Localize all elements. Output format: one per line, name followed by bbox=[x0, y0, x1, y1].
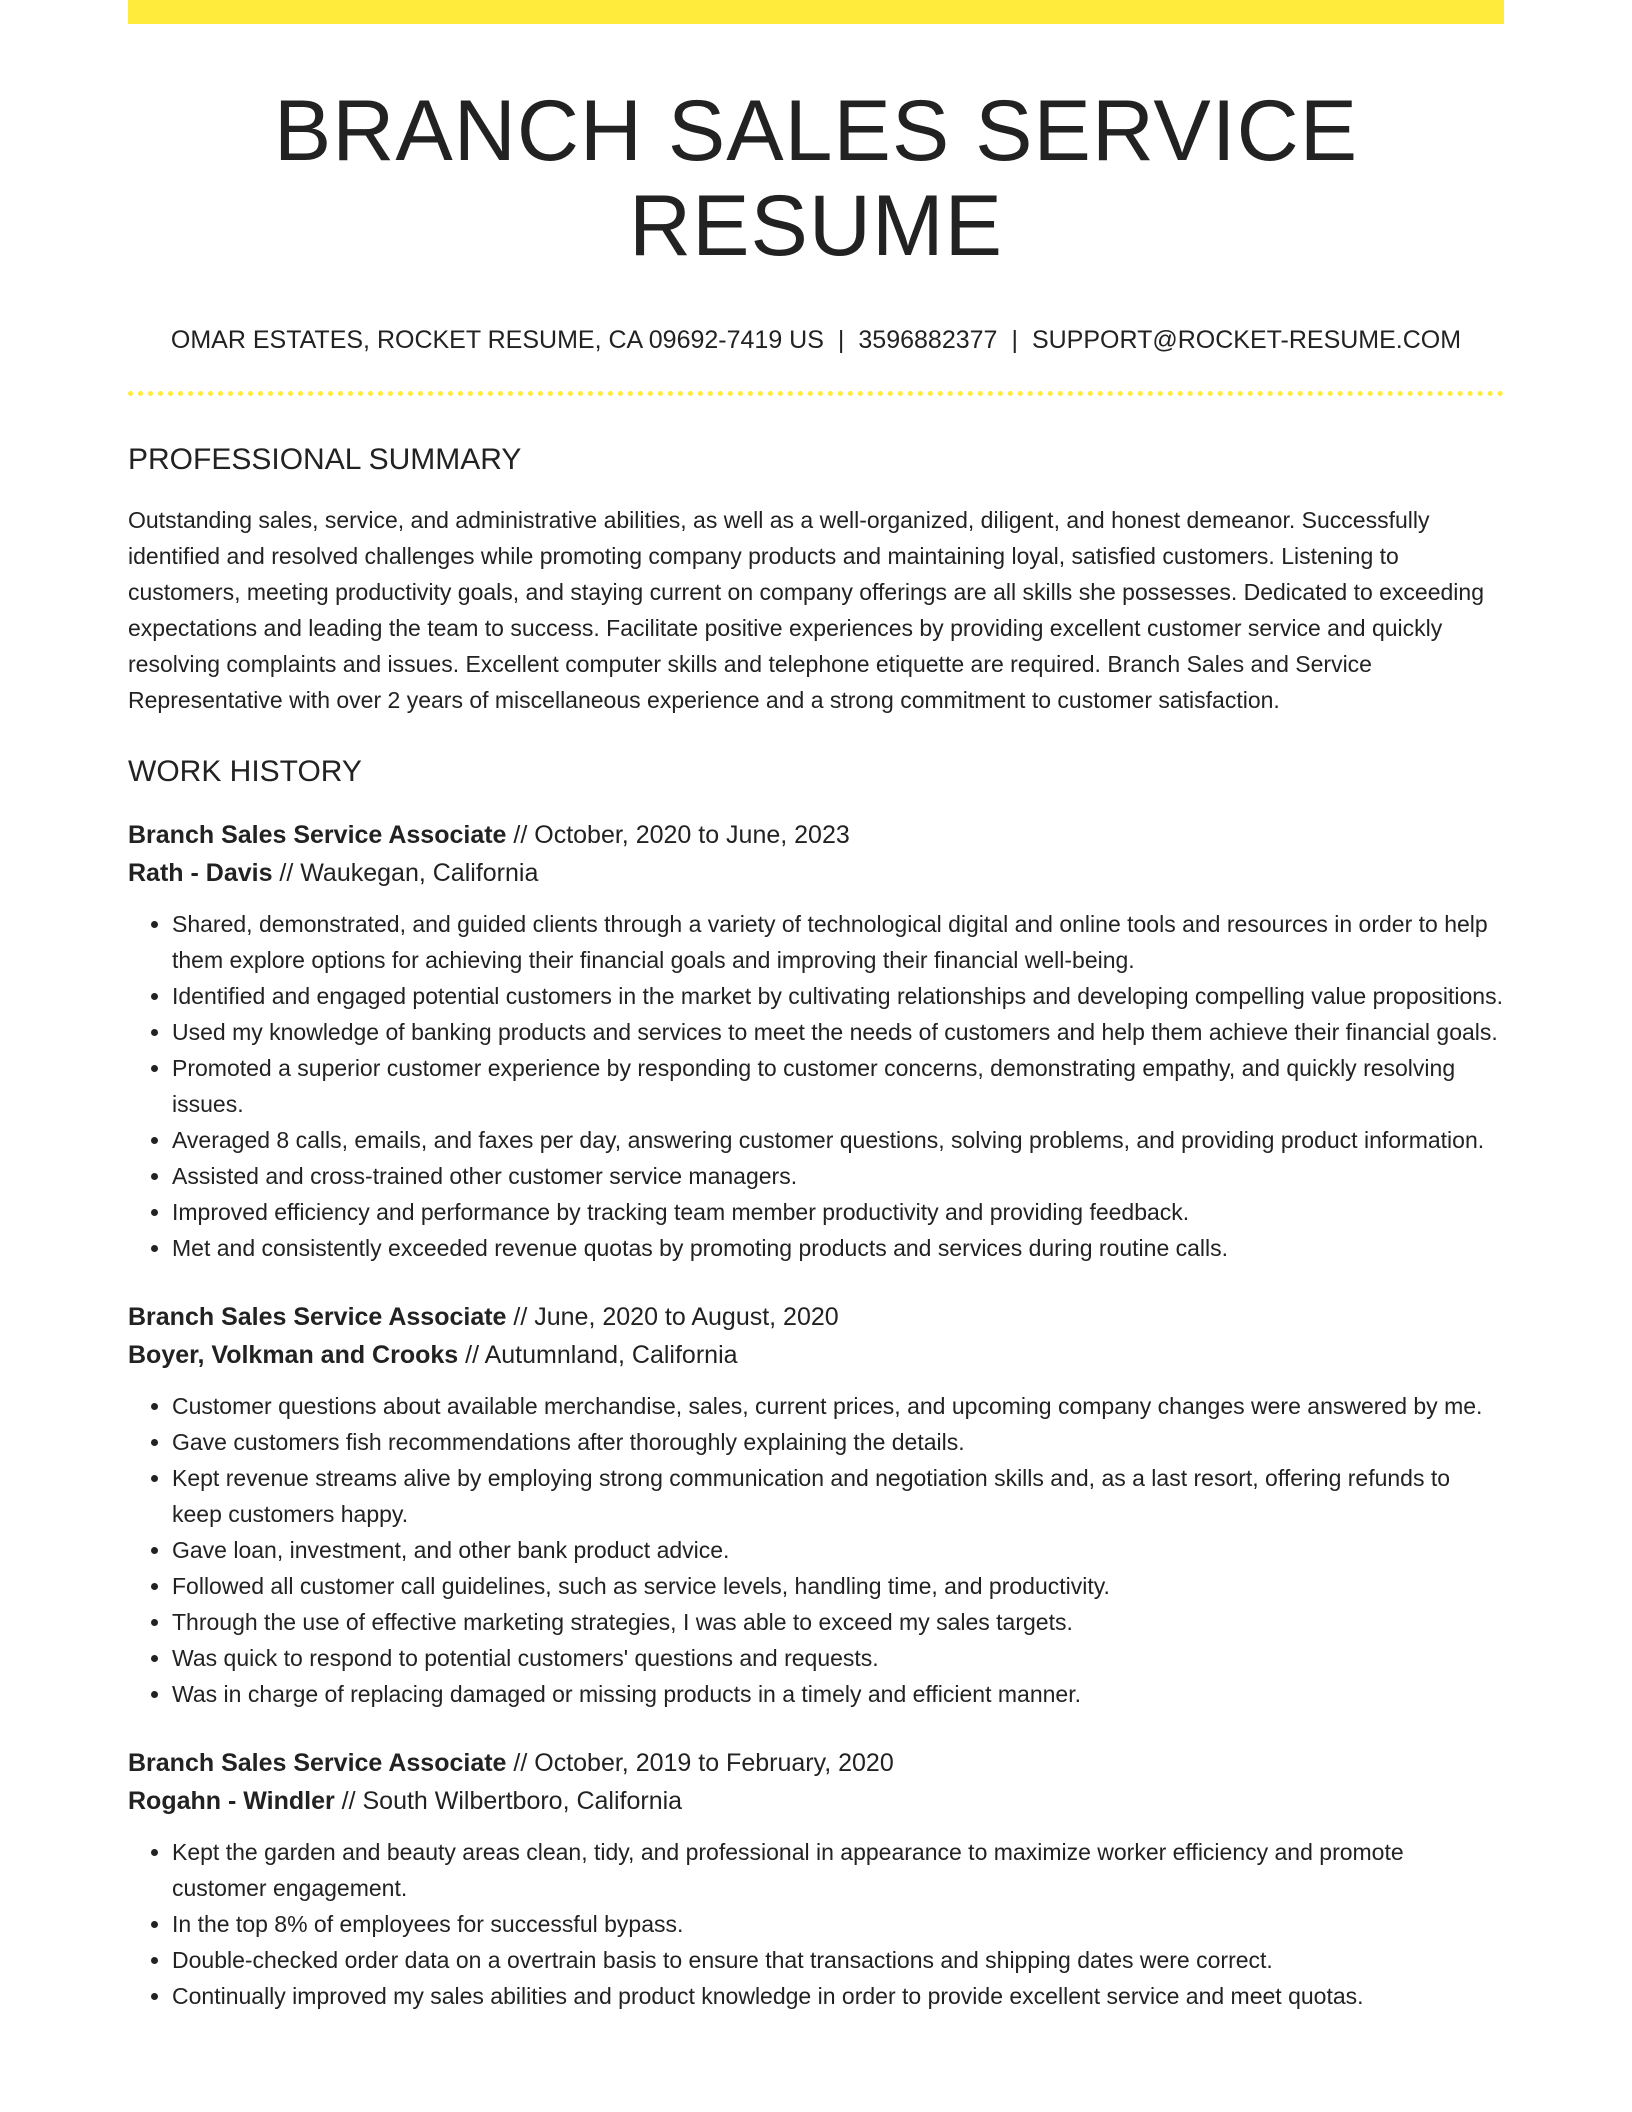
list-item: • Assisted and cross-trained other customer service managers. bbox=[172, 1158, 1504, 1194]
list-item: • Kept the garden and beauty areas clean, tidy, and professional in appearance to maximize worker efficiency and promote customer engagement. bbox=[172, 1834, 1504, 1906]
contact-phone: 3596882377 bbox=[858, 326, 998, 355]
job-title: Branch Sales Service Associate bbox=[128, 1303, 507, 1332]
list-item: • Through the use of effective marketing strategies, I was able to exceed my sales targets. bbox=[172, 1604, 1504, 1640]
contact-line bbox=[128, 325, 1504, 355]
job-location: // Autumnland, California bbox=[458, 1341, 738, 1370]
contact-separator: | bbox=[1011, 326, 1018, 355]
resume-page bbox=[128, 0, 1504, 2014]
dotted-divider bbox=[128, 391, 1504, 396]
job-company: Boyer, Volkman and Crooks bbox=[128, 1341, 459, 1370]
work-history-heading: WORK HISTORY bbox=[128, 755, 362, 789]
contact-email: SUPPORT@ROCKET-RESUME.COM bbox=[1031, 326, 1462, 355]
job-entry bbox=[128, 816, 1504, 1266]
job-company-line bbox=[128, 854, 1504, 892]
list-item: • Was in charge of replacing damaged or missing products in a timely and efficient manner. bbox=[172, 1676, 1504, 1712]
job-dates: // October, 2020 to June, 2023 bbox=[506, 821, 850, 850]
accent-top-bar bbox=[128, 0, 1504, 24]
list-item: • Used my knowledge of banking products and services to meet the needs of customers and help them achieve their financial goals. bbox=[172, 1014, 1504, 1050]
list-item: • In the top 8% of employees for successful bypass. bbox=[172, 1906, 1504, 1942]
list-item: • Gave customers fish recommendations after thoroughly explaining the details. bbox=[172, 1424, 1504, 1460]
job-company-line bbox=[128, 1782, 1504, 1820]
job-bullets bbox=[128, 1388, 1504, 1712]
list-item: • Averaged 8 calls, emails, and faxes per day, answering customer questions, solving problems, and providing product information. bbox=[172, 1122, 1504, 1158]
job-entry bbox=[128, 1744, 1504, 2014]
job-company: Rath - Davis bbox=[128, 859, 273, 888]
job-bullets bbox=[128, 1834, 1504, 2014]
job-entry bbox=[128, 1298, 1504, 1712]
resume-title: BRANCH SALES SERVICE RESUME bbox=[273, 83, 1359, 274]
summary-heading: PROFESSIONAL SUMMARY bbox=[128, 443, 522, 477]
list-item: • Improved efficiency and performance by tracking team member productivity and providing feedback. bbox=[172, 1194, 1504, 1230]
job-title-line bbox=[128, 1298, 1504, 1336]
list-item: • Followed all customer call guidelines, such as service levels, handling time, and productivity. bbox=[172, 1568, 1504, 1604]
list-item: • Customer questions about available merchandise, sales, current prices, and upcoming company changes were answered by me. bbox=[172, 1388, 1504, 1424]
list-item: • Was quick to respond to potential customers' questions and requests. bbox=[172, 1640, 1504, 1676]
contact-address: OMAR ESTATES, ROCKET RESUME, CA 09692-7419 US bbox=[170, 326, 824, 355]
job-bullets bbox=[128, 906, 1504, 1266]
list-item: • Double-checked order data on a overtrain basis to ensure that transactions and shipping dates were correct. bbox=[172, 1942, 1504, 1978]
job-location: // Waukegan, California bbox=[272, 859, 539, 888]
job-title-line bbox=[128, 816, 1504, 854]
job-company-line bbox=[128, 1336, 1504, 1374]
job-title: Branch Sales Service Associate bbox=[128, 1749, 507, 1778]
list-item: • Met and consistently exceeded revenue quotas by promoting products and services during routine calls. bbox=[172, 1230, 1504, 1266]
job-title-line bbox=[128, 1744, 1504, 1782]
job-dates: // October, 2019 to February, 2020 bbox=[506, 1749, 894, 1778]
summary-text: Outstanding sales, service, and administrative abilities, as well as a well-organized, diligent, and honest demeanor. Successfully identified and resolved challenges while promoting company products and maintaining loyal, satisfied customers. Listening to customers, meeting productivity goals, and staying current on company offerings are all skills she possesses. Dedicated to exceeding expectations and leading the team to success. Facilitate positive experiences by providing excellent customer service and quickly resolving complaints and issues. Excellent computer skills and telephone etiquette are required. Branch Sales and Service Representative with over 2 years of miscellaneous experience and a strong commitment to customer satisfaction. bbox=[128, 507, 1485, 714]
list-item: • Gave loan, investment, and other bank product advice. bbox=[172, 1532, 1504, 1568]
job-dates: // June, 2020 to August, 2020 bbox=[506, 1303, 839, 1332]
job-location: // South Wilbertboro, California bbox=[334, 1787, 683, 1816]
list-item: • Identified and engaged potential customers in the market by cultivating relationships and developing compelling value propositions. bbox=[172, 978, 1504, 1014]
list-item: • Kept revenue streams alive by employing strong communication and negotiation skills and, as a last resort, offering refunds to keep customers happy. bbox=[172, 1460, 1504, 1532]
list-item: • Promoted a superior customer experience by responding to customer concerns, demonstrating empathy, and quickly resolving issues. bbox=[172, 1050, 1504, 1122]
list-item: • Shared, demonstrated, and guided clients through a variety of technological digital and online tools and resources in order to help them explore options for achieving their financial goals and improving their financial well-being. bbox=[172, 906, 1504, 978]
list-item: • Continually improved my sales abilities and product knowledge in order to provide excellent service and meet quotas. bbox=[172, 1978, 1504, 2014]
job-company: Rogahn - Windler bbox=[128, 1787, 335, 1816]
contact-separator: | bbox=[837, 326, 845, 355]
job-title: Branch Sales Service Associate bbox=[128, 821, 507, 850]
